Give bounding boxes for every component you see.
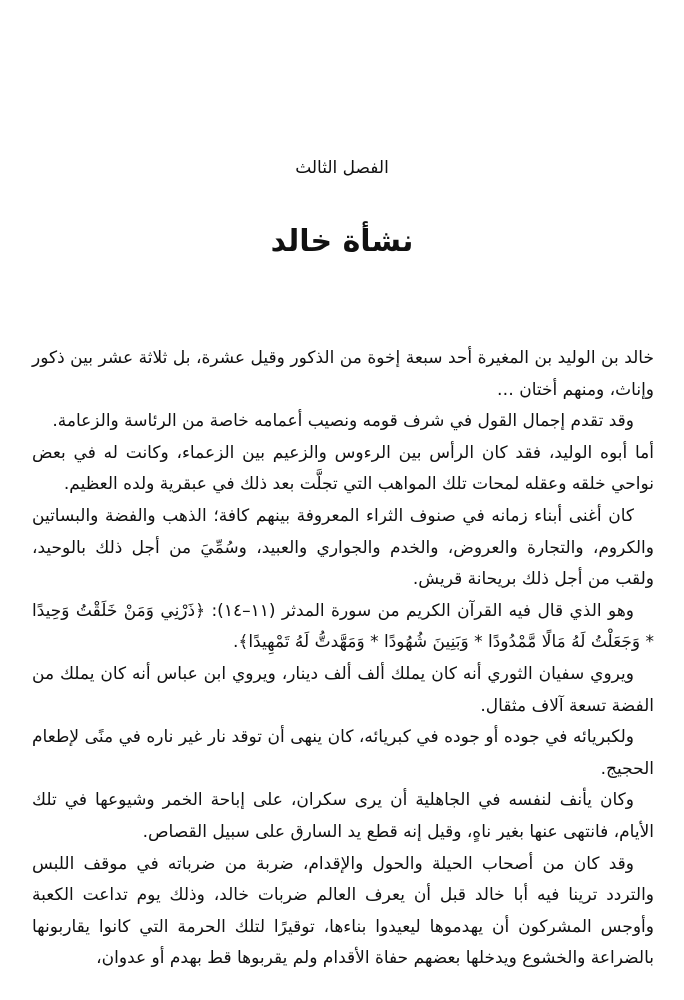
chapter-title: نشأة خالد	[270, 224, 414, 259]
paragraph: كان أغنى أبناء زمانه في صنوف الثراء المعروفة بينهم كافة؛ الذهب والفضة والبساتين والكروم، والتجارة والعروض، والخدم والجواري والعبيد، وسُمِّيَ من أجل ذلك بالوحيد، ولقب من أجل ذلك بريحانة قريش.	[32, 505, 654, 590]
paragraph: وقد تقدم إجمال القول في شرف قومه ونصيب أعمامه خاصة من الرئاسة والزعامة.	[52, 411, 634, 432]
paragraph: خالد بن الوليد بن المغيرة أحد سبعة إخوة من الذكور وقيل عشرة، بل ثلاثة عشر بين ذكور وإناث، ومنهم أختان …	[32, 348, 654, 400]
paragraph: ويروي سفيان الثوري أنه كان يملك ألف ألف دينار، ويروي ابن عباس أنه كان يملك من الفضة تسعة آلاف مثقال.	[32, 663, 654, 716]
chapter-label: الفصل الثالث	[295, 158, 389, 178]
paragraph: أما أبوه الوليد، فقد كان الرأس بين الرءوس والزعيم بين الزعماء، وكانت له في بعض نواحي خلقه وعقله لمحات تلك المواهب التي تجلَّت بعد ذلك في عبقرية ولده العظيم.	[32, 442, 654, 495]
paragraph: وكان يأنف لنفسه في الجاهلية أن يرى سكران، على إباحة الخمر وشيوعها في تلك الأيام، فانتهى عنها بغير ناهٍ، وقيل إنه قطع يد السارق على سبيل القصاص.	[32, 790, 654, 842]
body-text	[32, 343, 654, 975]
paragraph: ولكبريائه في جوده أو جوده في كبريائه، كان ينهى أن توقد نار غير ناره في منًى لإطعام الحجيج.	[32, 727, 654, 779]
paragraph: وقد كان من أصحاب الحيلة والحول والإقدام، ضربة من ضرباته في موقف اللبس والتردد ترينا فيه أبا خالد قبل أن يعرف العالم ضربات خالد، وذلك يوم تداعت الكعبة وأوجس المشركون أن يهدموها ليعيدوا بناءها، توقيرًا لتلك الحرمة التي كانوا يقاربونها بالضراعة والخشوع ويدخلها بعضهم حفاة الأقدام ولم يقربوها قط بهدم أو عدوان،	[32, 853, 654, 969]
paragraph: وهو الذي قال فيه القرآن الكريم من سورة المدثر (١١–١٤): ﴿ذَرْنِي وَمَنْ خَلَقْتُ وَحِيدًا * وَجَعَلْتُ لَهُ مَالًا مَّمْدُودًا * وَبَنِينَ شُهُودًا * وَمَهَّدتُّ لَهُ تَمْهِيدًا﴾.	[32, 600, 654, 653]
